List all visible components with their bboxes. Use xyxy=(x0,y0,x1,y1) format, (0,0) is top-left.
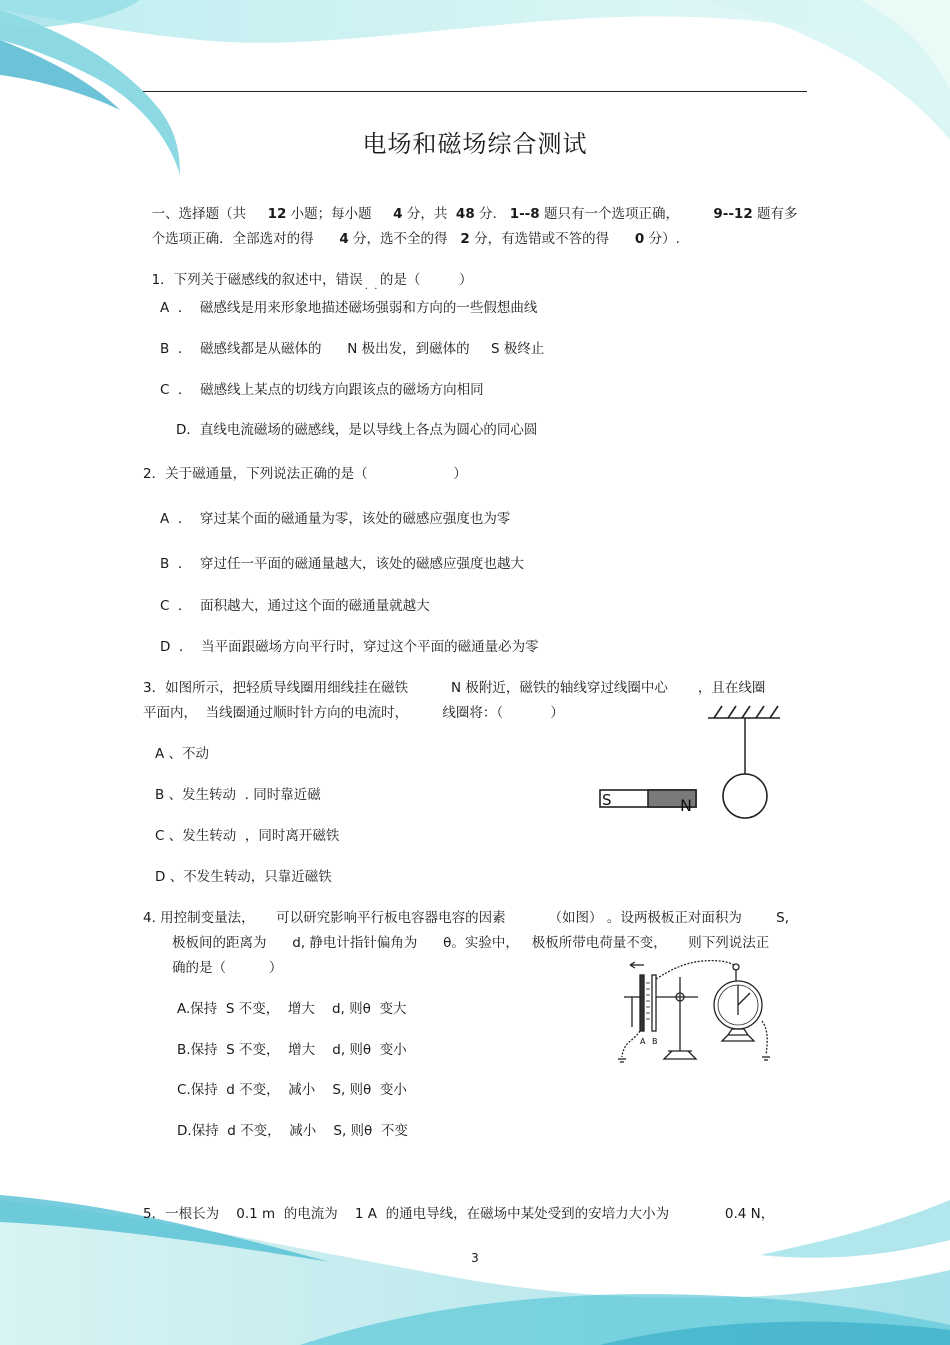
option-text: 保持 S 不变， 增大 d, 则θ 变小 xyxy=(190,1042,407,1058)
sh-text: 个选项正确．全部选对的得 xyxy=(151,231,314,247)
q3-option-b xyxy=(155,786,321,804)
option-text: ．直线电流磁场的磁感线，是以导线上各点为圆心的同心圆 xyxy=(186,422,538,438)
q4-stem-line1: 4. 用控制变量法， 可以研究影响平行板电容器电容的因素 （如图） 。设两极板正对面积为 S, xyxy=(143,910,790,926)
option-text: ． 磁感线上某点的切线方向跟该点的磁场方向相同 xyxy=(178,382,484,398)
sh-text: 分，有选错或不答的得 xyxy=(474,231,610,247)
q5-stem: 5．一根长为 0.1 m 的电流为 1 A 的通电导线，在磁场中某处受到的安培力大小为 0.4 N， xyxy=(143,1206,775,1222)
option-label: C xyxy=(160,598,170,614)
plate-b xyxy=(652,975,656,1031)
q1-stem-tail: 的是（ ） xyxy=(379,272,473,288)
plate-a xyxy=(640,975,644,1031)
sh-num: 12 xyxy=(267,206,287,222)
option-text: 保持 S 不变， 增大 d, 则θ 变大 xyxy=(190,1001,407,1017)
q4-option-a xyxy=(177,1000,406,1018)
option-text: ． 当平面跟磁场方向平行时，穿过这个平面的磁通量必为零 xyxy=(179,639,539,655)
header-rule xyxy=(143,91,807,92)
option-text: ． 磁感线都是从磁体的 N 极出发，到磁体的 S 极终止 xyxy=(177,341,545,357)
page-title: 电场和磁场综合测试 xyxy=(362,130,588,158)
option-label: A xyxy=(155,746,165,762)
connecting-wire xyxy=(656,961,734,979)
option-label: A xyxy=(160,300,170,316)
plate-b-label: B xyxy=(652,1037,658,1046)
option-label: C xyxy=(155,828,165,844)
q2-option-c xyxy=(160,597,430,615)
option-text: 保持 d 不变， 减小 S, 则θ 变小 xyxy=(190,1082,407,1098)
option-label: B xyxy=(160,556,170,572)
q2-option-b xyxy=(160,555,524,573)
q2-stem: 2．关于磁通量，下列说法正确的是（ ） xyxy=(143,466,467,482)
option-label: A xyxy=(160,511,170,527)
option-text: 保持 d 不变， 减小 S, 则θ 不变 xyxy=(191,1123,408,1139)
sh-num: 2 xyxy=(460,231,470,247)
plate-a-label: A xyxy=(640,1037,646,1046)
section-header-line2 xyxy=(143,212,680,248)
q3-option-c xyxy=(155,827,339,845)
q3-stem-line2: 平面内， 当线圈通过顺时针方向的电流时， 线圈将：（ ） xyxy=(143,705,564,721)
option-text: ． 面积越大，通过这个面的磁通量就越大 xyxy=(178,598,430,614)
option-label: B. xyxy=(177,1042,191,1058)
wire-coil xyxy=(723,774,767,818)
sh-text: 题只有一个选项正确， xyxy=(543,206,679,222)
sh-num: 48 xyxy=(455,206,475,222)
option-label: D xyxy=(176,422,187,438)
q1-stem: 1．下列关于磁感线的叙述中，错误 . . 的是（ ） xyxy=(151,272,473,292)
option-label: D. xyxy=(177,1123,192,1139)
option-label: C. xyxy=(177,1082,191,1098)
q3-option-a xyxy=(155,745,209,763)
magnet-s-label: S xyxy=(602,791,612,809)
q4-option-c xyxy=(177,1081,407,1099)
q3-stem-line1: 3．如图所示，把轻质导线圈用细线挂在磁铁 N 极附近，磁铁的轴线穿过线圈中心 ，且在线圈 xyxy=(143,680,766,696)
ground-wire-left xyxy=(622,1031,640,1057)
sh-text: 小题；每小题 xyxy=(290,206,372,222)
bar-magnet xyxy=(600,790,696,815)
q3-magnet-coil-figure xyxy=(596,700,786,825)
q4-option-b xyxy=(177,1041,407,1059)
q3-option-d xyxy=(155,868,332,886)
sh-num: 1--8 xyxy=(509,206,540,222)
q1-option-d xyxy=(176,421,537,439)
q1-option-c xyxy=(160,381,484,399)
option-text: 、不动 xyxy=(168,746,210,762)
sh-text: 一、选择题（共 xyxy=(151,206,247,222)
option-text: ． 磁感线是用来形象地描述磁场强弱和方向的一些假想曲线 xyxy=(177,300,538,316)
q4-option-d xyxy=(177,1122,408,1140)
sh-num: 0 xyxy=(634,231,645,247)
sh-text: 分. xyxy=(479,206,497,222)
option-label: B xyxy=(160,341,170,357)
charge-marks xyxy=(646,983,650,1019)
page-number: 3 xyxy=(471,1251,479,1265)
option-text: 、发生转动 ，同时离开磁铁 xyxy=(168,828,340,844)
option-text: ． 穿过任一平面的磁通量越大，该处的磁感应强度也越大 xyxy=(177,556,524,572)
sh-num: 4 xyxy=(339,231,349,247)
sh-text: 分，共 xyxy=(406,206,448,222)
q2-option-a xyxy=(160,510,510,528)
sh-num: 9--12 xyxy=(713,206,753,222)
option-text: 、发生转动 . 同时靠近磁 xyxy=(168,787,321,803)
ceiling-support xyxy=(708,706,780,718)
option-label: C xyxy=(160,382,170,398)
option-text: 、不发生转动，只靠近磁铁 xyxy=(169,869,332,885)
sh-text: 分，选不全的得 xyxy=(353,231,448,247)
q1-option-b xyxy=(160,340,544,358)
magnet-n-label: N xyxy=(680,796,692,815)
option-text: ． 穿过某个面的磁通量为零，该处的磁感应强度也为零 xyxy=(177,511,511,527)
q4-capacitor-electrometer-figure xyxy=(612,955,778,1067)
electrometer-needle xyxy=(738,993,750,1005)
q1-option-a xyxy=(160,299,537,317)
option-label: D xyxy=(160,639,171,655)
sh-num: 4 xyxy=(393,206,403,222)
sh-text: 分）. xyxy=(648,231,680,247)
option-label: D xyxy=(155,869,166,885)
q1-stem-text: 1．下列关于磁感线的叙述中，错误 xyxy=(151,272,363,288)
option-label: A. xyxy=(177,1001,191,1017)
q4-stem-line2: 极板间的距离为 d, 静电计指针偏角为 θ。实验中， 极板所带电荷量不变， 则下列说法正 xyxy=(172,935,770,951)
q4-stem-line3: 确的是（ ） xyxy=(172,960,283,976)
ground-wire-right xyxy=(762,1021,767,1055)
option-label: B xyxy=(155,787,165,803)
sh-text: 题有多 xyxy=(757,206,798,222)
q2-option-d xyxy=(160,638,539,656)
